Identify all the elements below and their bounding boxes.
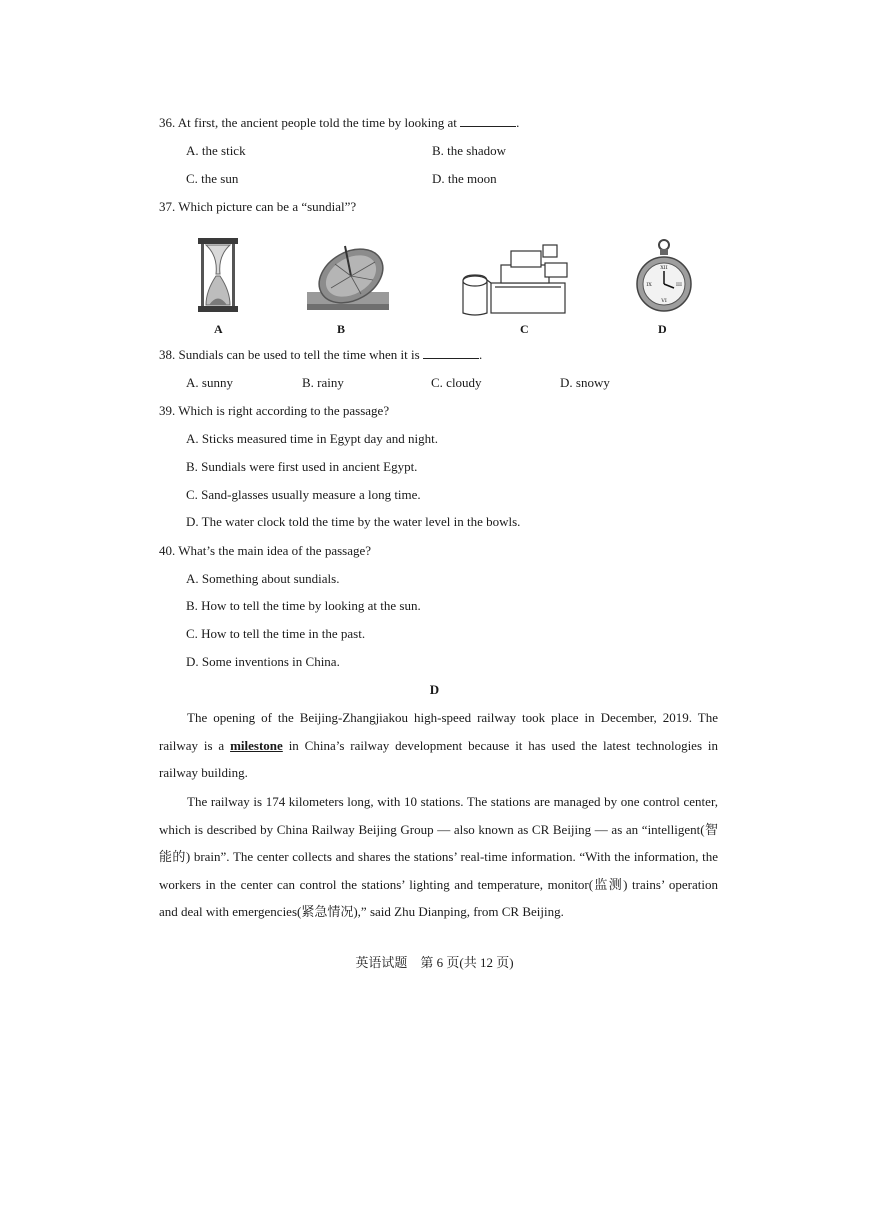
q39-option-c: C. Sand-glasses usually measure a long time. [186, 487, 421, 502]
q40-option-b: B. How to tell the time by looking at the sun. [186, 598, 421, 613]
q36-option-b: B. the shadow [432, 143, 507, 158]
keyword-milestone: milestone [230, 737, 283, 753]
question-38-text: 38. Sundials can be used to tell the time when it is [159, 347, 420, 362]
q40-option-d: D. Some inventions in China. [186, 654, 340, 669]
q40-option-a: A. Something about sundials. [186, 571, 340, 586]
q39-option-a: A. Sticks measured time in Egypt day and night. [186, 431, 439, 446]
svg-text:IX: IX [646, 282, 652, 288]
q39-option-b: B. Sundials were first used in ancient Egypt. [186, 459, 418, 474]
question-36 [159, 115, 519, 131]
q38-option-b: B. rainy [302, 375, 344, 390]
question-40-text: 40. What’s the main idea of the passage? [159, 543, 372, 558]
q38-option-c: C. cloudy [431, 375, 482, 390]
passage-paragraph-2 [159, 788, 718, 926]
svg-text:III: III [676, 282, 682, 288]
q36-option-d: D. the moon [432, 171, 497, 186]
paragraph-1-end: in China’s railway development because it has used the latest technologies in railway building. [159, 737, 719, 780]
question-39-text: 39. Which is right according to the passage? [159, 403, 390, 418]
question-37-text: 37. Which picture can be a “sundial”? [159, 199, 357, 214]
question-36-text: 36. At first, the ancient people told the time by looking at [159, 115, 457, 130]
svg-text:XII: XII [660, 265, 668, 271]
q40-option-c: C. How to tell the time in the past. [186, 626, 366, 641]
section-title: D [429, 682, 440, 697]
picture-label-c: C [520, 322, 529, 336]
question-38-period: . [478, 347, 483, 362]
picture-label-a: A [214, 322, 223, 336]
paragraph-1-start: The opening of the Beijing-Zhangjiakou high-speed railway took place in December, 2019. The railway is a [159, 710, 718, 753]
paragraph-2-text: The railway is 174 kilometers long, with 10 stations. The stations are managed by one control center, which is described by China Railway Beijing Group — also known as CR Beijing — as an “intelligent(智能的) brain”. The center collects and shares the stations’ real-time information. “With the information, the workers in the center can control the stations’ lighting and temperature, monitor(监测) trains’ operation and deal with emergencies(紧急情况),” said Zhu Dianping, from CR Beijing. [159, 794, 718, 919]
svg-text:VI: VI [661, 298, 667, 304]
q36-option-c: C. the sun [186, 171, 239, 186]
sundial-icon [305, 242, 391, 314]
q38-option-d: D. snowy [560, 375, 610, 390]
question-36-period: . [516, 115, 520, 130]
hourglass-icon [196, 236, 240, 314]
passage-paragraph-1 [159, 704, 718, 787]
water-clock-icon [461, 241, 571, 317]
question-38 [159, 347, 482, 363]
pocket-watch-icon [636, 238, 692, 316]
answer-blank [423, 348, 479, 359]
answer-blank [460, 116, 516, 127]
q39-option-d: D. The water clock told the time by the water level in the bowls. [186, 514, 521, 529]
picture-label-b: B [337, 322, 346, 336]
picture-label-d: D [658, 322, 667, 336]
q36-option-a: A. the stick [186, 143, 246, 158]
q38-option-a: A. sunny [186, 375, 233, 390]
page-footer: 英语试题 第 6 页(共 12 页) [355, 955, 514, 970]
